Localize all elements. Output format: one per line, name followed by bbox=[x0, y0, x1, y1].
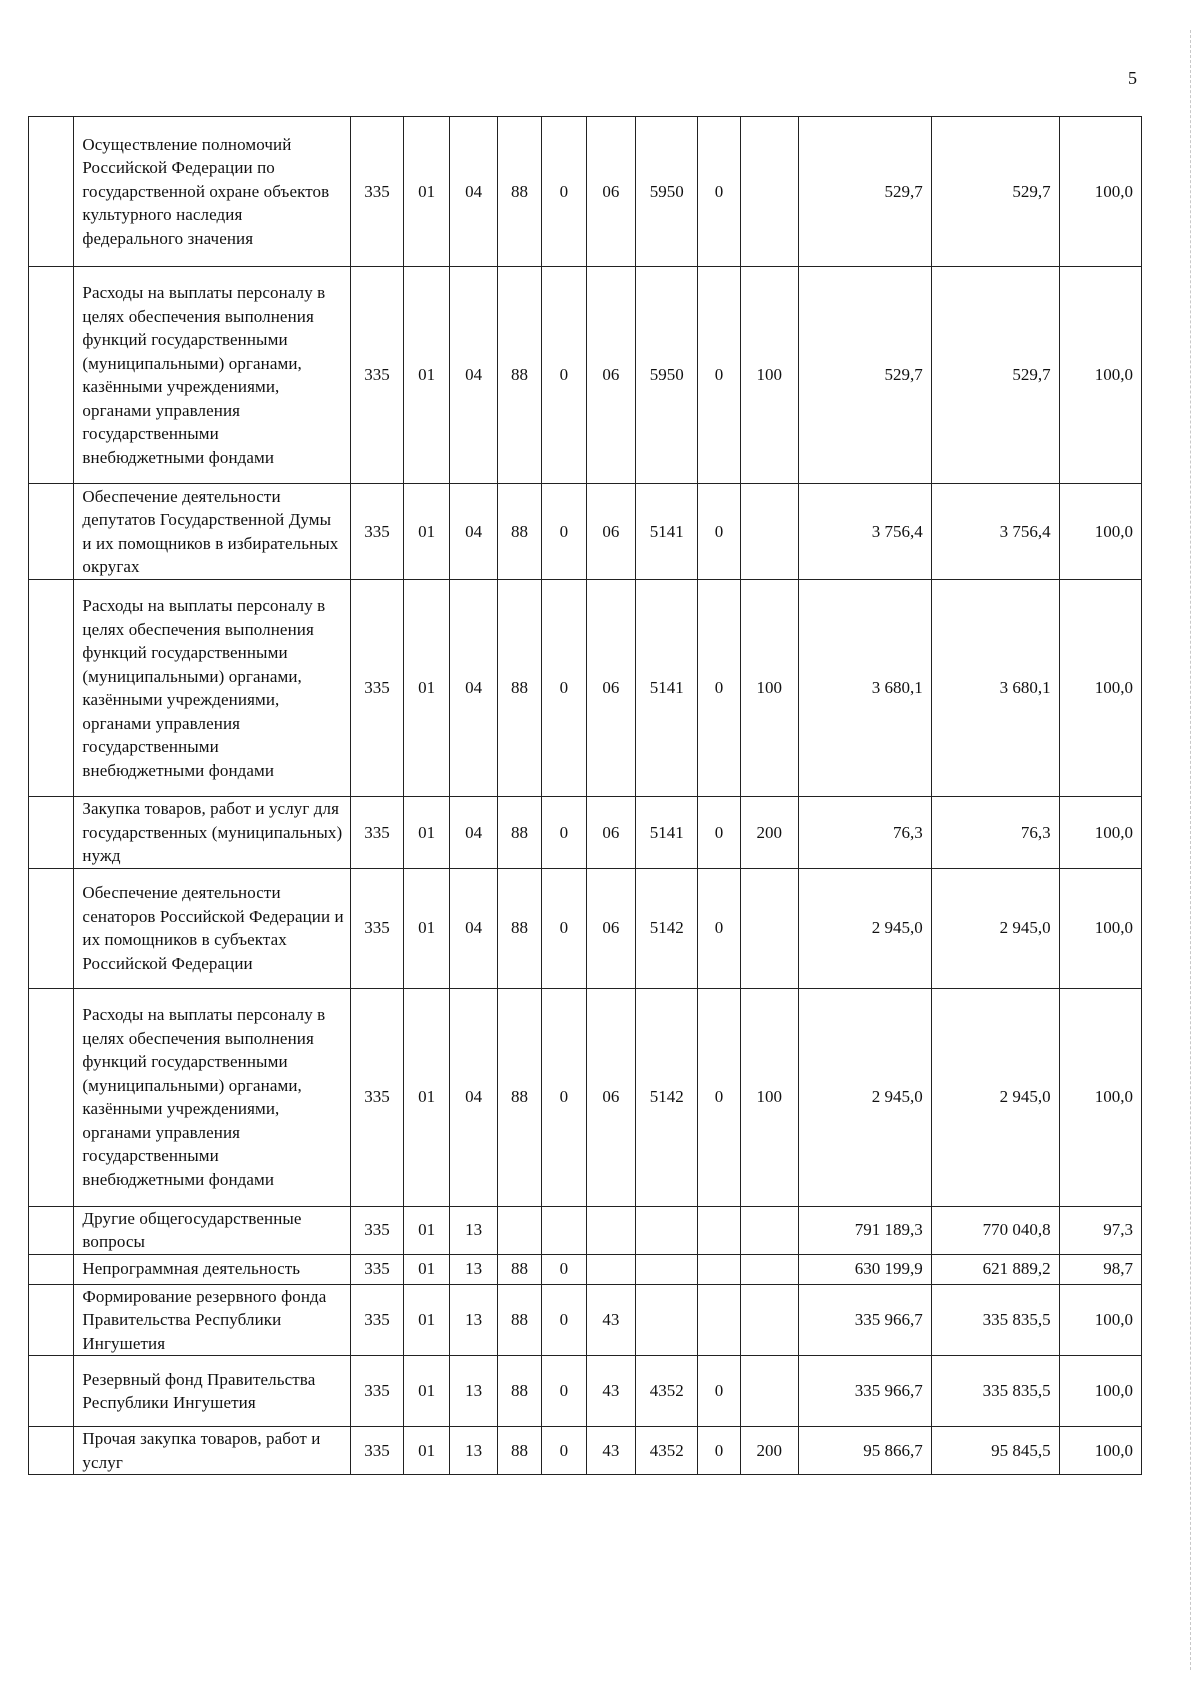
actual-cell: 2 945,0 bbox=[931, 868, 1059, 988]
program-code-cell: 88 bbox=[497, 988, 541, 1206]
row-name: Закупка товаров, работ и услуг для государственных (муниципальных) нужд bbox=[74, 797, 351, 869]
expense-type-cell: 200 bbox=[740, 1427, 798, 1475]
expense-type-cell bbox=[740, 1254, 798, 1284]
table-row bbox=[29, 988, 1142, 1206]
section-code-cell: 01 bbox=[403, 484, 449, 580]
percent-cell: 100,0 bbox=[1059, 868, 1141, 988]
direction-code-cell: 06 bbox=[586, 580, 636, 797]
gov-code-cell: 335 bbox=[351, 484, 404, 580]
subprogram-code-cell: 0 bbox=[542, 797, 586, 869]
article-code-cell: 5950 bbox=[636, 267, 698, 484]
table-row bbox=[29, 267, 1142, 484]
article-code-cell: 5141 bbox=[636, 580, 698, 797]
sub-article-code-cell: 0 bbox=[698, 797, 740, 869]
plan-cell: 2 945,0 bbox=[798, 868, 931, 988]
section-code-cell: 01 bbox=[403, 1254, 449, 1284]
row-name: Расходы на выплаты персоналу в целях обеспечения выполнения функций государственными (муниципальными) органами, казёнными учреждениями, органами управления государственными внебюджетными фондами bbox=[74, 580, 351, 797]
section-code-cell: 01 bbox=[403, 1356, 449, 1427]
gov-code-cell: 335 bbox=[351, 267, 404, 484]
table-row bbox=[29, 1284, 1142, 1356]
table-row bbox=[29, 797, 1142, 869]
actual-cell: 2 945,0 bbox=[931, 988, 1059, 1206]
gov-code-cell: 335 bbox=[351, 1427, 404, 1475]
gov-code-cell: 335 bbox=[351, 1284, 404, 1356]
table-row bbox=[29, 1356, 1142, 1427]
direction-code-cell: 43 bbox=[586, 1427, 636, 1475]
article-code-cell: 5950 bbox=[636, 117, 698, 267]
table-row bbox=[29, 1254, 1142, 1284]
actual-cell: 3 680,1 bbox=[931, 580, 1059, 797]
section-code-cell: 01 bbox=[403, 580, 449, 797]
section-code-cell: 01 bbox=[403, 988, 449, 1206]
plan-cell: 76,3 bbox=[798, 797, 931, 869]
program-code-cell bbox=[497, 1206, 541, 1254]
direction-code-cell: 06 bbox=[586, 797, 636, 869]
plan-cell: 335 966,7 bbox=[798, 1356, 931, 1427]
actual-cell: 3 756,4 bbox=[931, 484, 1059, 580]
row-index-cell bbox=[29, 1284, 74, 1356]
direction-code-cell: 43 bbox=[586, 1284, 636, 1356]
program-code-cell: 88 bbox=[497, 1284, 541, 1356]
sub-article-code-cell: 0 bbox=[698, 117, 740, 267]
actual-cell: 335 835,5 bbox=[931, 1356, 1059, 1427]
row-name: Формирование резервного фонда Правительства Республики Ингушетия bbox=[74, 1284, 351, 1356]
section-code-cell: 01 bbox=[403, 117, 449, 267]
subprogram-code-cell: 0 bbox=[542, 580, 586, 797]
program-code-cell: 88 bbox=[497, 1427, 541, 1475]
plan-cell: 3 756,4 bbox=[798, 484, 931, 580]
expense-type-cell bbox=[740, 117, 798, 267]
row-name: Осуществление полномочий Российской Федерации по государственной охране объектов культурного наследия федерального значения bbox=[74, 117, 351, 267]
direction-code-cell bbox=[586, 1206, 636, 1254]
table-row bbox=[29, 868, 1142, 988]
direction-code-cell: 06 bbox=[586, 267, 636, 484]
sub-article-code-cell: 0 bbox=[698, 868, 740, 988]
row-index-cell bbox=[29, 267, 74, 484]
subsection-code-cell: 04 bbox=[450, 267, 498, 484]
program-code-cell: 88 bbox=[497, 1254, 541, 1284]
percent-cell: 100,0 bbox=[1059, 267, 1141, 484]
row-index-cell bbox=[29, 1206, 74, 1254]
subprogram-code-cell: 0 bbox=[542, 484, 586, 580]
sub-article-code-cell: 0 bbox=[698, 267, 740, 484]
row-name: Обеспечение деятельности депутатов Государственной Думы и их помощников в избирательных округах bbox=[74, 484, 351, 580]
subprogram-code-cell: 0 bbox=[542, 868, 586, 988]
sub-article-code-cell: 0 bbox=[698, 580, 740, 797]
direction-code-cell: 43 bbox=[586, 1356, 636, 1427]
row-index-cell bbox=[29, 1254, 74, 1284]
percent-cell: 97,3 bbox=[1059, 1206, 1141, 1254]
expense-type-cell bbox=[740, 484, 798, 580]
table-row bbox=[29, 1427, 1142, 1475]
expense-type-cell: 100 bbox=[740, 988, 798, 1206]
row-name: Расходы на выплаты персоналу в целях обеспечения выполнения функций государственными (муниципальными) органами, казёнными учреждениями, органами управления государственными внебюджетными фондами bbox=[74, 267, 351, 484]
actual-cell: 76,3 bbox=[931, 797, 1059, 869]
table-row bbox=[29, 117, 1142, 267]
subsection-code-cell: 04 bbox=[450, 868, 498, 988]
row-name: Прочая закупка товаров, работ и услуг bbox=[74, 1427, 351, 1475]
subprogram-code-cell: 0 bbox=[542, 1427, 586, 1475]
percent-cell: 100,0 bbox=[1059, 1356, 1141, 1427]
subsection-code-cell: 04 bbox=[450, 117, 498, 267]
plan-cell: 335 966,7 bbox=[798, 1284, 931, 1356]
actual-cell: 770 040,8 bbox=[931, 1206, 1059, 1254]
direction-code-cell: 06 bbox=[586, 484, 636, 580]
subsection-code-cell: 04 bbox=[450, 988, 498, 1206]
expense-type-cell bbox=[740, 1206, 798, 1254]
plan-cell: 2 945,0 bbox=[798, 988, 931, 1206]
row-name: Непрограммная деятельность bbox=[74, 1254, 351, 1284]
subsection-code-cell: 13 bbox=[450, 1356, 498, 1427]
program-code-cell: 88 bbox=[497, 1356, 541, 1427]
subprogram-code-cell: 0 bbox=[542, 988, 586, 1206]
gov-code-cell: 335 bbox=[351, 1254, 404, 1284]
plan-cell: 529,7 bbox=[798, 267, 931, 484]
article-code-cell bbox=[636, 1254, 698, 1284]
row-index-cell bbox=[29, 580, 74, 797]
subsection-code-cell: 04 bbox=[450, 484, 498, 580]
sub-article-code-cell bbox=[698, 1254, 740, 1284]
direction-code-cell: 06 bbox=[586, 988, 636, 1206]
article-code-cell: 5142 bbox=[636, 988, 698, 1206]
row-index-cell bbox=[29, 797, 74, 869]
subsection-code-cell: 13 bbox=[450, 1284, 498, 1356]
table-row bbox=[29, 484, 1142, 580]
direction-code-cell bbox=[586, 1254, 636, 1284]
row-index-cell bbox=[29, 988, 74, 1206]
subprogram-code-cell bbox=[542, 1206, 586, 1254]
program-code-cell: 88 bbox=[497, 868, 541, 988]
gov-code-cell: 335 bbox=[351, 868, 404, 988]
percent-cell: 100,0 bbox=[1059, 117, 1141, 267]
subprogram-code-cell: 0 bbox=[542, 117, 586, 267]
table-row bbox=[29, 580, 1142, 797]
sub-article-code-cell: 0 bbox=[698, 1427, 740, 1475]
article-code-cell bbox=[636, 1284, 698, 1356]
article-code-cell bbox=[636, 1206, 698, 1254]
subprogram-code-cell: 0 bbox=[542, 267, 586, 484]
page-number: 5 bbox=[1128, 68, 1137, 88]
sub-article-code-cell: 0 bbox=[698, 988, 740, 1206]
section-code-cell: 01 bbox=[403, 1206, 449, 1254]
row-name: Расходы на выплаты персоналу в целях обеспечения выполнения функций государственными (муниципальными) органами, казёнными учреждениями, органами управления государственными внебюджетными фондами bbox=[74, 988, 351, 1206]
expense-type-cell: 100 bbox=[740, 580, 798, 797]
plan-cell: 529,7 bbox=[798, 117, 931, 267]
program-code-cell: 88 bbox=[497, 267, 541, 484]
subsection-code-cell: 04 bbox=[450, 580, 498, 797]
plan-cell: 3 680,1 bbox=[798, 580, 931, 797]
plan-cell: 791 189,3 bbox=[798, 1206, 931, 1254]
actual-cell: 335 835,5 bbox=[931, 1284, 1059, 1356]
gov-code-cell: 335 bbox=[351, 1356, 404, 1427]
table-body bbox=[29, 117, 1142, 1475]
subsection-code-cell: 04 bbox=[450, 797, 498, 869]
row-index-cell bbox=[29, 117, 74, 267]
percent-cell: 100,0 bbox=[1059, 1284, 1141, 1356]
direction-code-cell: 06 bbox=[586, 117, 636, 267]
actual-cell: 621 889,2 bbox=[931, 1254, 1059, 1284]
scan-edge-line bbox=[1190, 30, 1191, 1670]
percent-cell: 100,0 bbox=[1059, 580, 1141, 797]
subprogram-code-cell: 0 bbox=[542, 1254, 586, 1284]
section-code-cell: 01 bbox=[403, 267, 449, 484]
section-code-cell: 01 bbox=[403, 1284, 449, 1356]
row-index-cell bbox=[29, 868, 74, 988]
sub-article-code-cell: 0 bbox=[698, 1356, 740, 1427]
subprogram-code-cell: 0 bbox=[542, 1356, 586, 1427]
row-index-cell bbox=[29, 1427, 74, 1475]
sub-article-code-cell: 0 bbox=[698, 484, 740, 580]
expense-type-cell bbox=[740, 1356, 798, 1427]
section-code-cell: 01 bbox=[403, 868, 449, 988]
program-code-cell: 88 bbox=[497, 484, 541, 580]
subsection-code-cell: 13 bbox=[450, 1254, 498, 1284]
table-row bbox=[29, 1206, 1142, 1254]
gov-code-cell: 335 bbox=[351, 580, 404, 797]
section-code-cell: 01 bbox=[403, 797, 449, 869]
article-code-cell: 5142 bbox=[636, 868, 698, 988]
gov-code-cell: 335 bbox=[351, 1206, 404, 1254]
percent-cell: 100,0 bbox=[1059, 1427, 1141, 1475]
budget-table bbox=[28, 116, 1142, 1475]
direction-code-cell: 06 bbox=[586, 868, 636, 988]
subsection-code-cell: 13 bbox=[450, 1427, 498, 1475]
gov-code-cell: 335 bbox=[351, 117, 404, 267]
row-name: Резервный фонд Правительства Республики Ингушетия bbox=[74, 1356, 351, 1427]
expense-type-cell bbox=[740, 868, 798, 988]
actual-cell: 529,7 bbox=[931, 267, 1059, 484]
row-index-cell bbox=[29, 484, 74, 580]
actual-cell: 95 845,5 bbox=[931, 1427, 1059, 1475]
sub-article-code-cell bbox=[698, 1284, 740, 1356]
plan-cell: 95 866,7 bbox=[798, 1427, 931, 1475]
expense-type-cell bbox=[740, 1284, 798, 1356]
section-code-cell: 01 bbox=[403, 1427, 449, 1475]
article-code-cell: 4352 bbox=[636, 1427, 698, 1475]
subsection-code-cell: 13 bbox=[450, 1206, 498, 1254]
gov-code-cell: 335 bbox=[351, 797, 404, 869]
percent-cell: 98,7 bbox=[1059, 1254, 1141, 1284]
plan-cell: 630 199,9 bbox=[798, 1254, 931, 1284]
sub-article-code-cell bbox=[698, 1206, 740, 1254]
program-code-cell: 88 bbox=[497, 117, 541, 267]
article-code-cell: 5141 bbox=[636, 797, 698, 869]
actual-cell: 529,7 bbox=[931, 117, 1059, 267]
gov-code-cell: 335 bbox=[351, 988, 404, 1206]
article-code-cell: 5141 bbox=[636, 484, 698, 580]
row-name: Обеспечение деятельности сенаторов Российской Федерации и их помощников в субъектах Российской Федерации bbox=[74, 868, 351, 988]
percent-cell: 100,0 bbox=[1059, 797, 1141, 869]
expense-type-cell: 200 bbox=[740, 797, 798, 869]
article-code-cell: 4352 bbox=[636, 1356, 698, 1427]
expense-type-cell: 100 bbox=[740, 267, 798, 484]
program-code-cell: 88 bbox=[497, 797, 541, 869]
subprogram-code-cell: 0 bbox=[542, 1284, 586, 1356]
percent-cell: 100,0 bbox=[1059, 484, 1141, 580]
row-name: Другие общегосударственные вопросы bbox=[74, 1206, 351, 1254]
percent-cell: 100,0 bbox=[1059, 988, 1141, 1206]
row-index-cell bbox=[29, 1356, 74, 1427]
program-code-cell: 88 bbox=[497, 580, 541, 797]
